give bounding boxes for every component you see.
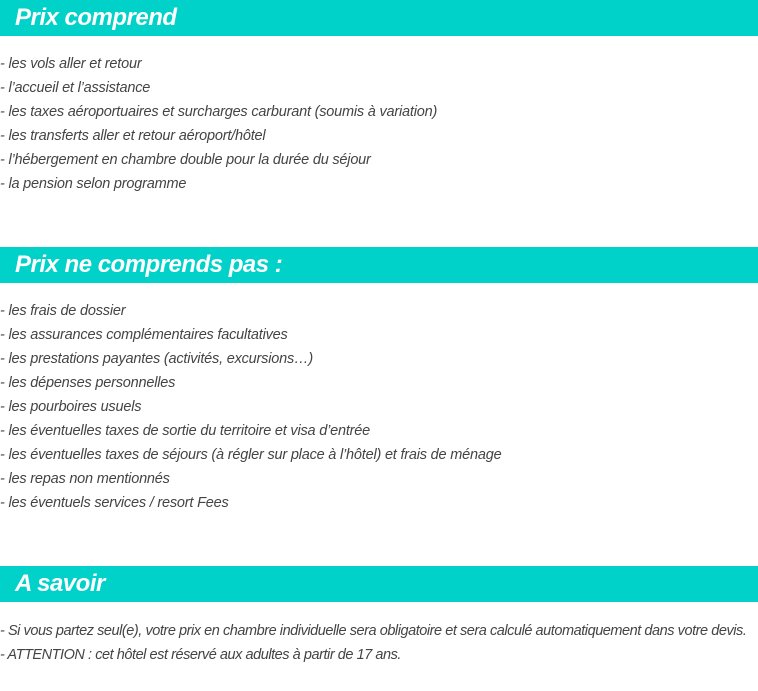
section-header-prix-ne-comprend-pas: Prix ne comprends pas : — [0, 247, 758, 283]
list-item: - les dépenses personnelles — [0, 375, 176, 391]
list-item: - les pourboires usuels — [0, 399, 142, 415]
list-item: - l’accueil et l’assistance — [0, 80, 151, 96]
list-item: - les éventuelles taxes de sortie du territoire et visa d’entrée — [0, 423, 371, 439]
list-item: - les vols aller et retour — [0, 56, 142, 72]
list-item: - les assurances complémentaires facultatives — [0, 327, 288, 343]
list-item: - les éventuels services / resort Fees — [0, 495, 229, 511]
section-header-a-savoir: A savoir — [0, 566, 758, 602]
list-item: - les transferts aller et retour aéroport/hôtel — [0, 128, 266, 144]
note-solo-traveler: - Si vous partez seul(e), votre prix en chambre individuelle sera obligatoire et sera calculé automatiquement dans votre devis. — [0, 623, 747, 639]
list-item: - l’hébergement en chambre double pour la durée du séjour — [0, 152, 371, 168]
section-header-prix-comprend: Prix comprend — [0, 0, 758, 36]
list-item: - les frais de dossier — [0, 303, 126, 319]
included-list — [0, 52, 758, 196]
notes-block — [0, 619, 752, 667]
list-item: - la pension selon programme — [0, 176, 187, 192]
note-adults-only: - ATTENTION : cet hôtel est réservé aux adultes à partir de 17 ans. — [0, 647, 402, 663]
list-item: - les taxes aéroportuaires et surcharges carburant (soumis à variation) — [0, 104, 438, 120]
list-item: - les éventuelles taxes de séjours (à régler sur place à l’hôtel) et frais de ménage — [0, 447, 502, 463]
excluded-list — [0, 299, 758, 515]
list-item: - les repas non mentionnés — [0, 471, 170, 487]
list-item: - les prestations payantes (activités, excursions…) — [0, 351, 313, 367]
